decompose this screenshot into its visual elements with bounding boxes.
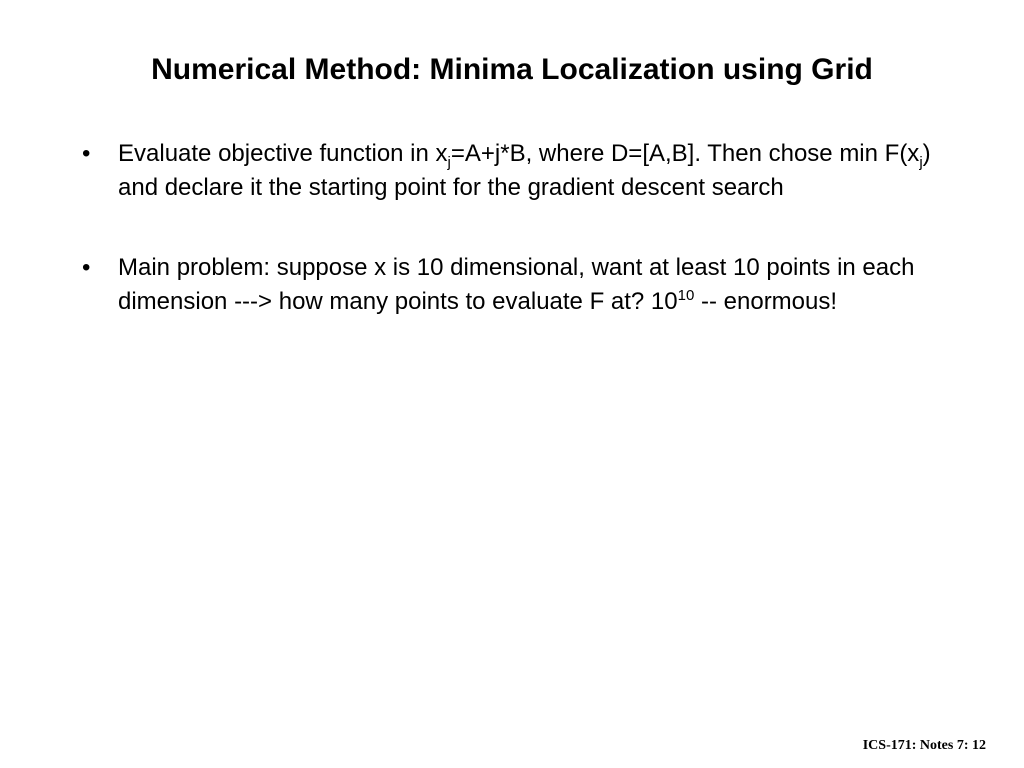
bullet-text: Evaluate objective function in x <box>118 140 448 167</box>
bullet-marker: • <box>82 140 91 167</box>
bullet-marker: • <box>82 254 91 281</box>
bullet-item-grid-evaluation <box>78 137 958 205</box>
bullet-text: ) and declare it the starting point for the gradient descent search <box>118 140 931 201</box>
bullet-text: Main problem: suppose x is 10 dimensional, want at least 10 points in each dimension ---> how many points to evaluate F at? 10 <box>118 254 915 315</box>
slide-footer: ICS-171: Notes 7: 12 <box>862 738 986 753</box>
bullet-list <box>78 137 958 319</box>
bullet-item-main-problem <box>78 251 958 319</box>
bullet-text: =A+j*B, where D=[A,B]. Then chose min F(x <box>450 140 920 167</box>
subscript-j: j <box>447 154 451 171</box>
superscript-exponent: 10 <box>677 287 695 304</box>
bullet-text: -- enormous! <box>694 288 838 315</box>
subscript-j: j <box>919 154 923 171</box>
slide-title: Numerical Method: Minima Localization using Grid <box>151 53 873 86</box>
